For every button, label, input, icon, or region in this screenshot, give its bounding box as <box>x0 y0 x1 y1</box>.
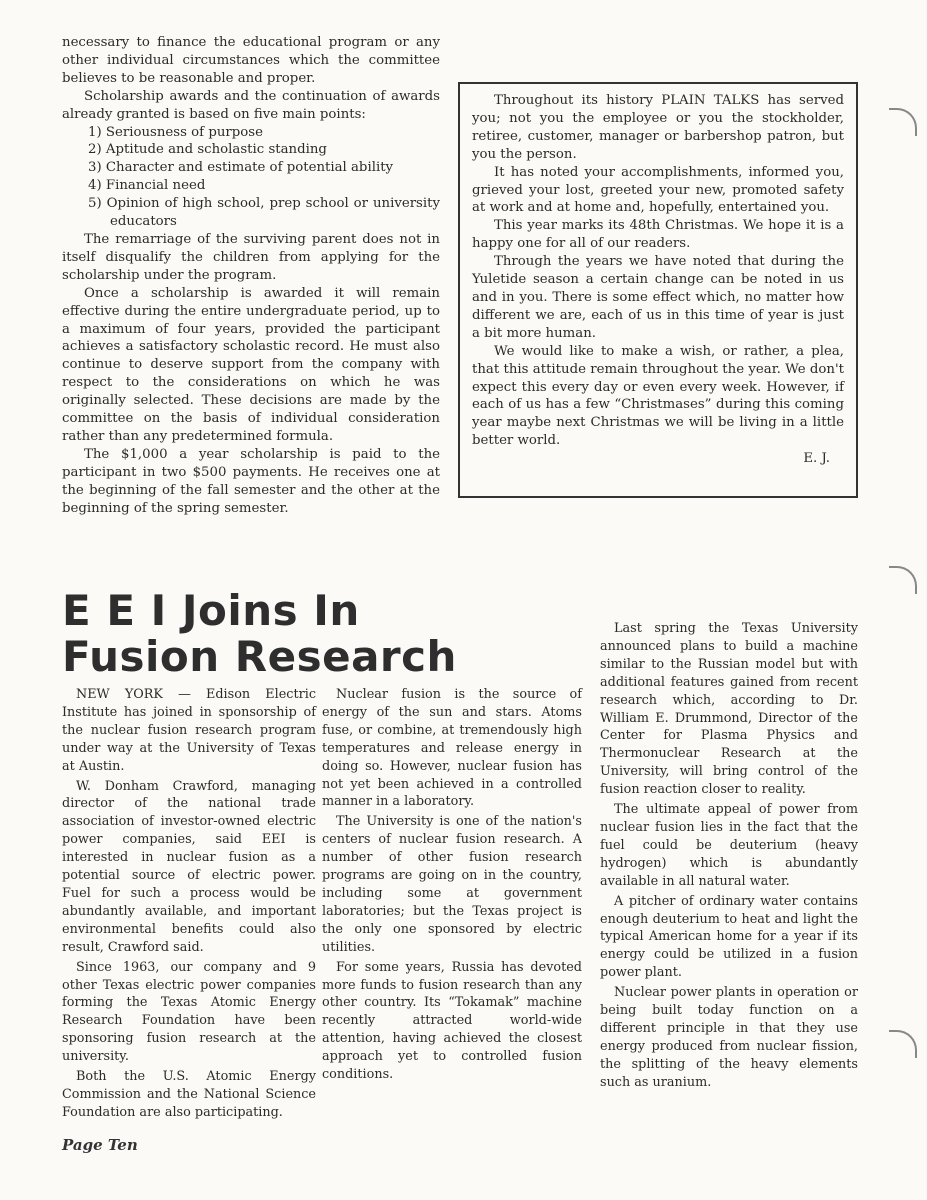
article-headline <box>62 588 457 680</box>
paragraph: The University is one of the nation's centers of nuclear fusion research. A number of other fusion research programs are going on in the country, including some at government laboratories; but the Texas project is the only one sponsored by electric utilities. <box>322 814 582 955</box>
list-item: 1) Seriousness of purpose <box>88 124 263 140</box>
paragraph: We would like to make a wish, or rather, a plea, that this attitude remain throughout the year. We don't expect this every day or even every week. However, if each of us has a few “Christmases” during this coming year maybe next Christmas we will be living in a little better world. <box>472 343 844 449</box>
binder-hole-mark <box>889 108 917 136</box>
paragraph: Both the U.S. Atomic Energy Commission and the National Science Foundation are also participating. <box>62 1069 316 1120</box>
binder-hole-mark <box>889 1030 917 1058</box>
paragraph: NEW YORK — Edison Electric Institute has joined in sponsorship of the nuclear fusion research program under way at the University of Texas at Austin. <box>62 687 316 774</box>
paragraph: Since 1963, our company and 9 other Texas electric power companies forming the Texas Atomic Energy Research Foundation have been sponsoring fusion research at the university. <box>62 959 316 1065</box>
paragraph: It has noted your accomplishments, informed you, grieved your lost, greeted your new, promoted safety at work and at home and, hopefully, entertained you. <box>472 164 844 216</box>
page-number: Page Ten <box>62 1136 138 1154</box>
article-column-3 <box>600 620 858 1094</box>
paragraph: The remarriage of the surviving parent does not in itself disqualify the children from applying for the scholarship under the program. <box>62 231 440 283</box>
article-column-1 <box>62 686 316 1124</box>
list-item: 5) Opinion of high school, prep school or university educators <box>88 196 440 230</box>
paragraph: Nuclear power plants in operation or being built today function on a different principle in that they use energy produced from nuclear fission, the splitting of the heavy elements such as uranium. <box>600 985 858 1090</box>
paragraph: Scholarship awards and the continuation of awards already granted is based on five main points: <box>62 88 440 122</box>
paragraph: A pitcher of ordinary water contains enough deuterium to heat and light the typical American home for a year if its energy could be utilized in a fusion power plant. <box>600 893 858 981</box>
paragraph: Throughout its history PLAIN TALKS has served you; not you the employee or you the stockholder, retiree, customer, manager or barbershop patron, but you the person. <box>472 93 844 162</box>
paragraph: The ultimate appeal of power from nuclear fusion lies in the fact that the fuel could be deuterium (heavy hydrogen) which is abundantly available in all natural water. <box>600 802 858 889</box>
paragraph: Last spring the Texas University announced plans to build a machine similar to the Russian model but with additional features gained from recent research which, according to Dr. William E. Drummond, Director of the Center for Plasma Physics and Thermonuclear Research at the University, will bring control of the fusion reaction closer to reality. <box>600 621 858 798</box>
paragraph: For some years, Russia has devoted more funds to fusion research than any other country. Its “Tokamak” machine recently attracted world-wide attention, having achieved the closest approach yet to controlled fusion conditions. <box>322 959 582 1083</box>
paragraph: The $1,000 a year scholarship is paid to the participant in two $500 payments. He receives one at the beginning of the fall semester and the other at the beginning of the spring semester. <box>62 446 440 516</box>
paragraph: Through the years we have noted that during the Yuletide season a certain change can be noted in us and in you. There is some effect which, no matter how different we are, each of us in this time of year is just a bit more human. <box>472 254 844 341</box>
article-column-2 <box>322 686 582 1086</box>
paragraph: W. Donham Crawford, managing director of the national trade association of investor-owned electric power companies, said EEI is interested in nuclear fusion as a potential source of electric power. Fuel for such a process would be abundantly available, and important environmental benefits could also result, Crawford said. <box>62 778 316 955</box>
editorial-box <box>458 82 858 498</box>
scholarship-article-continuation <box>62 34 440 517</box>
paragraph: necessary to finance the educational program or any other individual circumstances which the committee believes to be reasonable and proper. <box>62 35 440 86</box>
editorial-text <box>472 92 844 468</box>
headline-line: E E I Joins In <box>62 586 360 635</box>
criteria-list <box>62 124 440 231</box>
paragraph: Once a scholarship is awarded it will remain effective during the entire undergraduate period, up to a maximum of four years, provided the participant achieves a satisfactory scholastic record. He must also continue to deserve support from the company with respect to the considerations on which he was originally selected. These decisions are made by the committee on the basis of individual consideration rather than any predetermined formula. <box>62 285 440 444</box>
paragraph: Nuclear fusion is the source of energy of the sun and stars. Atoms fuse, or combine, at tremendously high temperatures and release energy in doing so. However, nuclear fusion has not yet been achieved in a controlled manner in a laboratory. <box>322 687 582 810</box>
binder-hole-mark <box>889 566 917 594</box>
list-item: 4) Financial need <box>88 178 206 194</box>
list-item: 3) Character and estimate of potential ability <box>88 160 394 176</box>
list-item: 2) Aptitude and scholastic standing <box>88 142 327 158</box>
headline-line: Fusion Research <box>62 632 457 681</box>
editorial-signature: E. J. <box>803 451 830 467</box>
paragraph: This year marks its 48th Christmas. We hope it is a happy one for all of our readers. <box>472 218 844 252</box>
